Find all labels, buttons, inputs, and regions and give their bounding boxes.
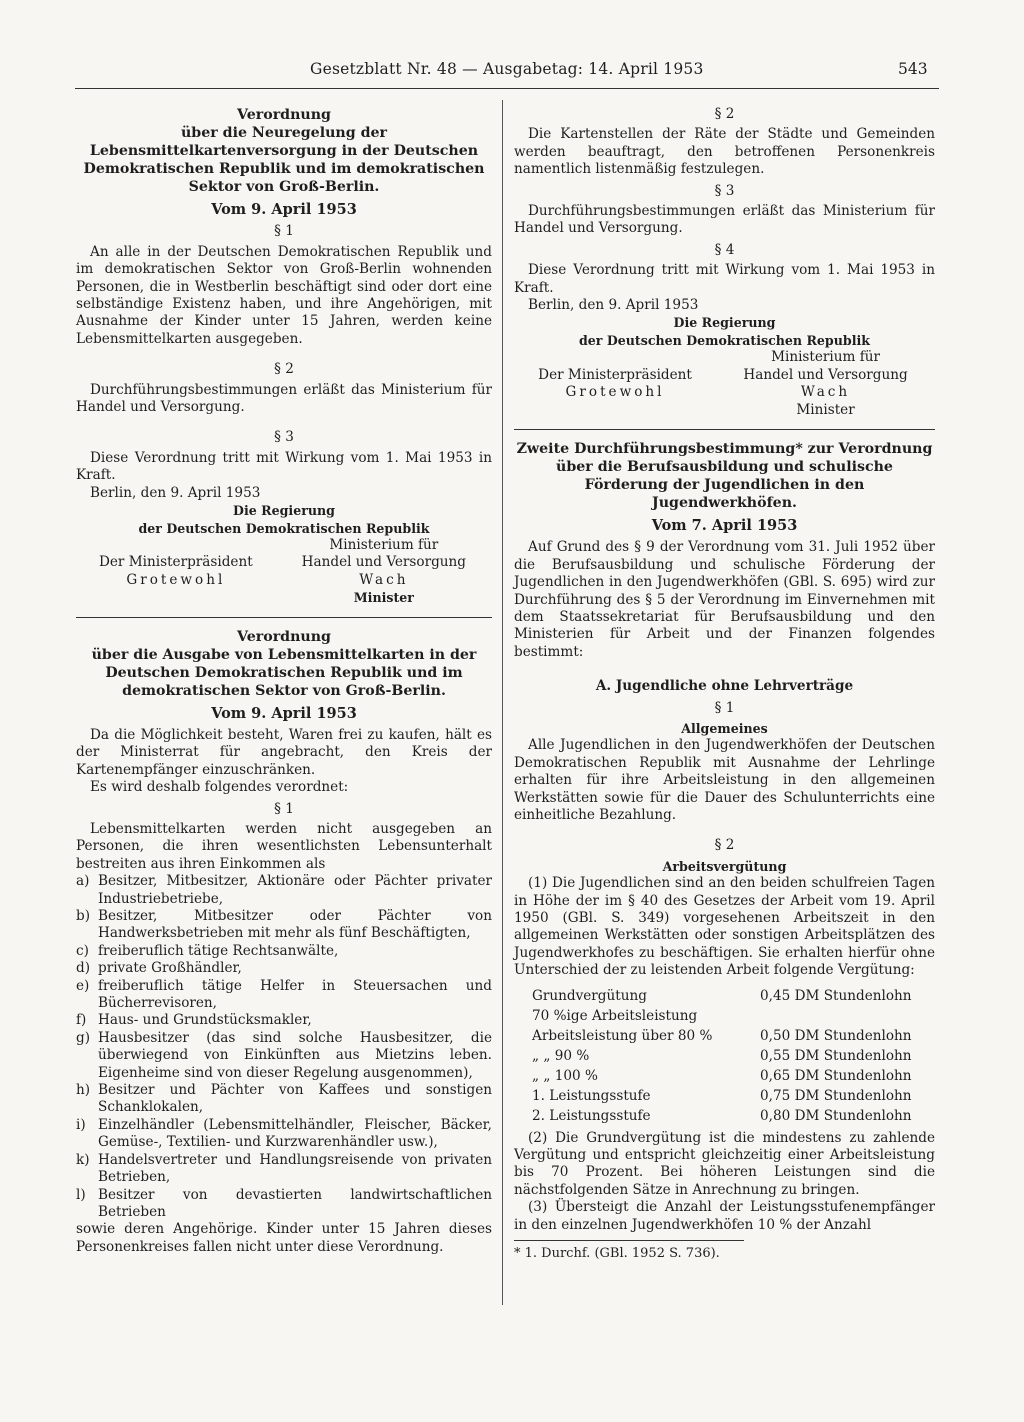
list-item bbox=[76, 1152, 492, 1187]
v1-section-1-label: § 1 bbox=[274, 223, 294, 240]
rate-label: „ „ 90 % bbox=[532, 1047, 590, 1064]
list-item-marker: d) bbox=[76, 960, 91, 977]
page-header: Gesetzblatt Nr. 48 — Ausgabetag: 14. April 1953 bbox=[310, 60, 704, 78]
rate-value: 0,65 DM Stundenlohn bbox=[760, 1067, 912, 1084]
v3-title: Zweite Durchführungsbestimmung* zur Verordnung über die Berufsausbildung und schulische Förderung der Jugendlichen in den Jugendwerkhöfen. bbox=[516, 440, 933, 511]
list-item-text: Besitzer von devastierten landwirtschaftlichen Betrieben bbox=[98, 1186, 492, 1220]
list-item-text: private Großhändler, bbox=[98, 960, 242, 977]
list-item-text: Besitzer, Mitbesitzer oder Pächter von Handwerksbetrieben mit mehr als fünf Beschäftigten, bbox=[98, 908, 492, 942]
v3-section-1-text: Alle Jugendlichen in den Jugendwerkhöfen der Deutschen Demokratischen Republik mit Ausnahme der Lehrlinge erhalten für ihre Arbeitsleistung in den allgemeinen Werkstätten sowie für die Dauer des Schulunterrichts eine einheitliche Bezahlung. bbox=[514, 737, 935, 823]
v2-item-list bbox=[76, 873, 492, 1221]
v2-signatures bbox=[514, 349, 935, 419]
rate-label: „ „ 100 % bbox=[532, 1067, 598, 1084]
list-item-marker: k) bbox=[76, 1151, 90, 1168]
v2-section-1-text: Lebensmittelkarten werden nicht ausgegeben an Personen, die ihren wesentlichsten Lebensunterhalt bestreiten aus ihren Einkommen als bbox=[76, 820, 492, 872]
list-item bbox=[76, 1117, 492, 1152]
list-item-text: Handelsvertreter und Handlungsreisende von privaten Betrieben, bbox=[98, 1151, 492, 1186]
list-item-text: Besitzer, Mitbesitzer, Aktionäre oder Pächter privater Industriebetriebe, bbox=[98, 873, 492, 907]
list-item-marker: h) bbox=[76, 1082, 91, 1099]
rate-label: 1. Leistungsstufe bbox=[532, 1087, 651, 1104]
v2-section-2-label: § 2 bbox=[714, 106, 735, 122]
column-divider bbox=[502, 100, 503, 1305]
v2-closing: sowie deren Angehörige. Kinder unter 15 Jahren dieses Personenkreises fallen nicht unter diese Verordnung. bbox=[76, 1221, 492, 1255]
rate-value: 0,80 DM Stundenlohn bbox=[760, 1107, 912, 1124]
list-item-marker: e) bbox=[76, 977, 90, 994]
left-column bbox=[76, 106, 492, 1256]
wage-table bbox=[532, 986, 912, 1126]
list-item bbox=[76, 943, 492, 960]
v2-section-3-text: Durchführungsbestimmungen erläßt das Ministerium für Handel und Versorgung. bbox=[514, 203, 935, 237]
v1-section-1-text: An alle in der Deutschen Demokratischen Republik und im demokratischen Sektor von Groß-Berlin wohnenden Personen, die in Westberlin beschäftigt sind oder dort eine selbständige Existenz haben, und ihre Angehörigen, mit Ausnahme der Kinder unter 15 Jahren, werden keine Lebensmittelkarten ausgegeben. bbox=[76, 243, 492, 347]
list-item bbox=[76, 978, 492, 1013]
header-rule bbox=[75, 88, 939, 89]
v2-sig-right-title-2: Handel und Versorgung bbox=[743, 366, 908, 383]
list-item bbox=[76, 1012, 492, 1029]
rate-label: 70 %ige Arbeitsleistung bbox=[532, 1007, 698, 1024]
right-column bbox=[514, 106, 935, 1263]
v3-intro: Auf Grund des § 9 der Verordnung vom 31. Juli 1952 über die Berufsausbildung und schulische Förderung der Jugendlichen in den Jugendwerkhöfen (GBl. S. 695) wird zur Durchführung des § 5 der Verordnung im Einvernehmen mit dem Staatssekretariat für Berufsausbildung und den Ministerien für Arbeit und der Finanzen folgendes bestimmt: bbox=[514, 539, 935, 660]
list-item-marker: l) bbox=[76, 1186, 86, 1203]
v3-section-2-label: § 2 bbox=[714, 837, 735, 854]
v3-section-1-heading: Allgemeines bbox=[681, 720, 768, 736]
v1-title: über die Neuregelung der Lebensmittelkartenversorgung in der Deutschen Demokratischen Republik und im demokratischen Sektor von Groß-Berlin. bbox=[83, 125, 485, 195]
rate-label: Grundvergütung bbox=[532, 987, 647, 1004]
v1-sig-right-role: Minister bbox=[353, 590, 414, 606]
v2-government-line-2: der Deutschen Demokratischen Republik bbox=[578, 332, 870, 348]
rate-value bbox=[760, 1006, 912, 1026]
list-item bbox=[76, 873, 492, 908]
list-item-marker: g) bbox=[76, 1029, 91, 1046]
v2-signature-left bbox=[514, 349, 716, 419]
list-item-text: Haus- und Grundstücksmakler, bbox=[98, 1012, 312, 1029]
v1-section-3-label: § 3 bbox=[274, 429, 294, 446]
v1-sig-left-name: Grotewohl bbox=[126, 571, 226, 588]
list-item-text: Besitzer und Pächter von Kaffees und sonstigen Schanklokalen, bbox=[98, 1082, 492, 1116]
rate-value: 0,55 DM Stundenlohn bbox=[760, 1047, 912, 1064]
v2-section-2-text: Die Kartenstellen der Räte der Städte und Gemeinden werden beauftragt, den betroffenen Personenkreis namentlich listenmäßig festzulegen. bbox=[514, 126, 935, 178]
v2-signature-right bbox=[716, 349, 935, 419]
list-item-text: freiberuflich tätige Rechtsanwälte, bbox=[98, 942, 339, 959]
page-number: 543 bbox=[898, 60, 928, 78]
v1-signatures bbox=[76, 537, 492, 607]
list-item-marker: i) bbox=[76, 1116, 86, 1133]
v2-place-date: Berlin, den 9. April 1953 bbox=[528, 297, 699, 314]
list-item-marker: f) bbox=[76, 1012, 87, 1029]
rate-value: 0,45 DM Stundenlohn bbox=[760, 987, 912, 1004]
v2-sig-left-title: Der Ministerpräsident bbox=[538, 366, 692, 383]
list-item bbox=[76, 1187, 492, 1222]
v2-intro-2: Es wird deshalb folgendes verordnet: bbox=[90, 779, 349, 796]
v3-section-2-heading: Arbeitsvergütung bbox=[662, 858, 787, 874]
v1-government-line-1: Die Regierung bbox=[233, 503, 335, 519]
v3-section-2-text-2: (2) Die Grundvergütung ist die mindestens zu zahlende Vergütung und entspricht gleichzeitig einer Arbeitsleistung bis 70 Prozent. Bei höheren Leistungen sind die nächstfolgenden Sätze in Anrechnung zu bringen. bbox=[514, 1129, 935, 1198]
v1-sig-right-name: Wach bbox=[359, 571, 409, 588]
v2-section-1-label: § 1 bbox=[274, 800, 294, 817]
v2-section-4-text: Diese Verordnung tritt mit Wirkung vom 1. Mai 1953 in Kraft. bbox=[514, 262, 935, 296]
v1-sig-right-title-1: Ministerium für bbox=[329, 536, 439, 553]
table-row bbox=[532, 986, 912, 1006]
v1-government-line-2: der Deutschen Demokratischen Republik bbox=[138, 520, 430, 536]
v1-place-date: Berlin, den 9. April 1953 bbox=[90, 484, 261, 501]
v2-section-4-label: § 4 bbox=[714, 241, 735, 258]
list-item-marker: b) bbox=[76, 908, 91, 924]
rate-value: 0,50 DM Stundenlohn bbox=[760, 1027, 912, 1044]
list-item-text: Einzelhändler (Lebensmittelhändler, Fleischer, Bäcker, Gemüse-, Textilien- und Kurzwarenhändler usw.), bbox=[98, 1116, 492, 1151]
list-item bbox=[76, 960, 492, 977]
v2-section-3-label: § 3 bbox=[714, 182, 735, 199]
v3-section-2-text-1: (1) Die Jugendlichen sind an den beiden schulfreien Tagen in Höhe der im § 40 des Gesetzes der Arbeit vom 19. April 1950 (GBl. S. 349) vorgesehenen Arbeitszeit in den allgemeinen Werkstätten oder sonstigen Arbeitsplätzen des Jugendwerkhofes zu beschäftigen. Sie erhalten hierfür ohne Unterschied der zu leistenden Arbeit folgende Vergütung: bbox=[514, 875, 935, 979]
footnote: * 1. Durchf. (GBl. 1952 S. 736). bbox=[514, 1240, 744, 1262]
rate-label: 2. Leistungsstufe bbox=[532, 1107, 651, 1124]
v1-section-2-text: Durchführungsbestimmungen erläßt das Ministerium für Handel und Versorgung. bbox=[76, 381, 492, 416]
section-rule-right bbox=[514, 429, 935, 430]
table-row bbox=[532, 1046, 912, 1066]
v1-signature-left bbox=[76, 537, 276, 607]
list-item-marker: a) bbox=[76, 873, 90, 890]
table-row bbox=[532, 1086, 912, 1106]
v3-section-a-heading: A. Jugendliche ohne Lehrverträge bbox=[595, 678, 854, 695]
v2-sig-left-name: Grotewohl bbox=[565, 384, 665, 401]
list-item-text: Hausbesitzer (das sind solche Hausbesitzer, die überwiegend von Einkünften aus Mietzins leben. Eigenheime sind von dieser Regelung ausgenommen), bbox=[98, 1029, 492, 1081]
v3-section-1-label: § 1 bbox=[714, 699, 735, 716]
list-item-text: freiberuflich tätige Helfer in Steuersachen und Bücherrevisoren, bbox=[98, 977, 492, 1012]
table-row bbox=[532, 1066, 912, 1086]
v2-sig-right-role: Minister bbox=[796, 401, 855, 418]
v1-heading: Verordnung bbox=[237, 107, 331, 123]
v3-section-2-text-3: (3) Übersteigt die Anzahl der Leistungsstufenempfänger in den einzelnen Jugendwerkhöfen 10 % der Anzahl bbox=[514, 1199, 935, 1233]
v1-sig-right-title-2: Handel und Versorgung bbox=[301, 554, 467, 571]
v2-government-line-1: Die Regierung bbox=[673, 315, 776, 331]
list-item-marker: c) bbox=[76, 942, 89, 959]
v1-sig-left-title: Der Ministerpräsident bbox=[98, 554, 253, 571]
section-rule bbox=[76, 617, 492, 618]
list-item bbox=[76, 908, 492, 943]
table-row bbox=[532, 1026, 912, 1046]
v3-date: Vom 7. April 1953 bbox=[651, 516, 798, 534]
v2-title: über die Ausgabe von Lebensmittelkarten in der Deutschen Demokratischen Republik und im demokratischen Sektor von Groß-Berlin. bbox=[91, 646, 477, 699]
v2-intro: Da die Möglichkeit besteht, Waren frei zu kaufen, hält es der Ministerrat für angebracht, den Kreis der Kartenempfänger einzuschränken. bbox=[76, 726, 492, 778]
v1-section-3-text: Diese Verordnung tritt mit Wirkung vom 1. Mai 1953 in Kraft. bbox=[76, 449, 492, 484]
v2-heading: Verordnung bbox=[237, 628, 331, 645]
v2-sig-right-name: Wach bbox=[800, 384, 851, 401]
v2-date: Vom 9. April 1953 bbox=[211, 704, 357, 722]
v1-section-2-label: § 2 bbox=[274, 361, 294, 378]
list-item bbox=[76, 1082, 492, 1117]
list-item bbox=[76, 1030, 492, 1082]
v1-date: Vom 9. April 1953 bbox=[211, 201, 357, 218]
table-row bbox=[532, 1106, 912, 1126]
v1-signature-right bbox=[276, 537, 492, 607]
rate-label: Arbeitsleistung über 80 % bbox=[532, 1027, 713, 1044]
rate-value: 0,75 DM Stundenlohn bbox=[760, 1087, 912, 1104]
v2-sig-right-title-1: Ministerium für bbox=[771, 349, 881, 366]
table-row bbox=[532, 1006, 912, 1026]
